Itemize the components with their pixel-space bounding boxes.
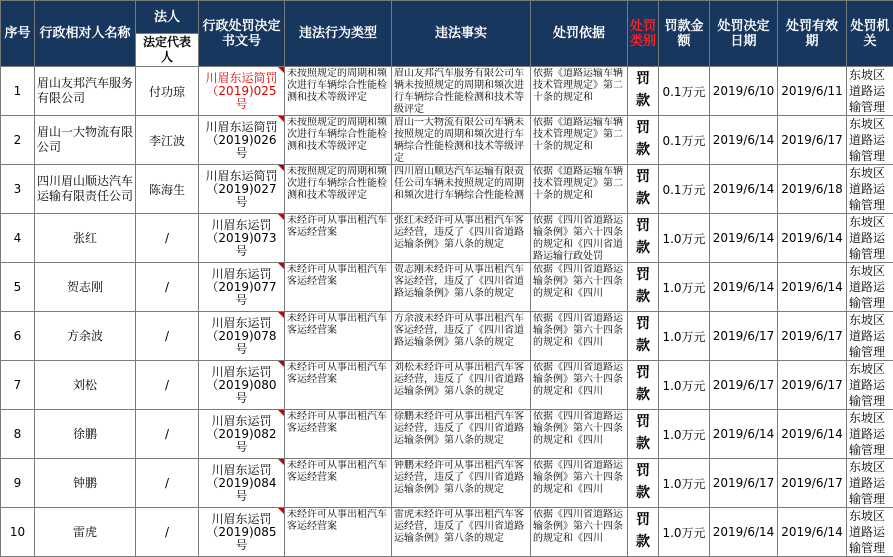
table-row bbox=[1, 459, 893, 508]
cell-decision-date: 2019/6/14 bbox=[710, 214, 778, 263]
cell-facts bbox=[392, 67, 531, 116]
table-row bbox=[1, 508, 893, 557]
cell-authority-text: 东坡区道路运输管理 bbox=[849, 67, 891, 114]
cell-seq: 6 bbox=[1, 312, 35, 361]
cell-facts-text: 方余波未经许可从事出租汽车客运经营，违反了《四川省道路运输条例》第八条的规定 bbox=[394, 313, 528, 360]
cell-seq: 10 bbox=[1, 508, 35, 557]
table-row bbox=[1, 116, 893, 165]
cell-amount: 1.0万元 bbox=[659, 508, 710, 557]
cell-decision-date: 2019/6/17 bbox=[710, 312, 778, 361]
cell-category bbox=[628, 361, 659, 410]
cell-authority-text: 东坡区道路运输管理 bbox=[849, 116, 891, 163]
cell-basis bbox=[531, 165, 628, 214]
cell-type-text: 未经许可从事出租汽车客运经营案 bbox=[287, 313, 389, 360]
cell-doc: 川眉东运罚（2019)082号 bbox=[199, 410, 285, 459]
cell-type-text: 未经许可从事出租汽车客运经营案 bbox=[287, 215, 389, 262]
cell-doc: 川眉东运简罚（2019)027号 bbox=[199, 165, 285, 214]
cell-category bbox=[628, 263, 659, 312]
cell-category bbox=[628, 165, 659, 214]
cell-basis-text: 依据《道路运输车辆技术管理规定》第二十条的规定和 bbox=[533, 117, 625, 164]
table-row bbox=[1, 312, 893, 361]
cell-doc: 川眉东运简罚（2019)025号 bbox=[199, 67, 285, 116]
table-row bbox=[1, 410, 893, 459]
cell-name: 雷虎 bbox=[35, 508, 136, 557]
cell-category-text: 罚款 bbox=[630, 509, 656, 556]
header-authority: 处罚机关 bbox=[847, 1, 893, 67]
cell-category bbox=[628, 508, 659, 557]
header-valid-date: 处罚有效期 bbox=[778, 1, 847, 67]
cell-facts-text: 刘松未经许可从事出租汽车客运经营，违反了《四川省道路运输条例》第八条的规定 bbox=[394, 362, 528, 409]
cell-category-text: 罚款 bbox=[630, 68, 656, 115]
header-doc: 行政处罚决定书文号 bbox=[199, 1, 285, 67]
cell-type bbox=[285, 361, 392, 410]
cell-seq: 1 bbox=[1, 67, 35, 116]
cell-basis-text: 依据《四川省道路运输条例》第六十四条的规定和《四川 bbox=[533, 411, 625, 458]
cell-decision-date: 2019/6/14 bbox=[710, 165, 778, 214]
cell-doc: 川眉东运罚（2019)080号 bbox=[199, 361, 285, 410]
cell-decision-date: 2019/6/17 bbox=[710, 361, 778, 410]
cell-type-text: 未经许可从事出租汽车客运经营案 bbox=[287, 264, 389, 311]
header-basis: 处罚依据 bbox=[531, 1, 628, 67]
cell-amount: 0.1万元 bbox=[659, 165, 710, 214]
table-row bbox=[1, 214, 893, 263]
cell-facts bbox=[392, 410, 531, 459]
cell-category bbox=[628, 410, 659, 459]
cell-authority bbox=[847, 312, 893, 361]
cell-decision-date: 2019/6/14 bbox=[710, 508, 778, 557]
cell-facts bbox=[392, 165, 531, 214]
header-category: 处罚类别 bbox=[628, 1, 659, 67]
cell-basis-text: 依据《四川省道路运输条例》第六十四条的规定和《四川 bbox=[533, 362, 625, 409]
cell-amount: 1.0万元 bbox=[659, 263, 710, 312]
cell-name: 眉山友邦汽车服务有限公司 bbox=[35, 67, 136, 116]
cell-category-text: 罚款 bbox=[630, 313, 656, 360]
cell-valid-date: 2019/6/17 bbox=[778, 116, 847, 165]
cell-category-text: 罚款 bbox=[630, 215, 656, 262]
table-row bbox=[1, 165, 893, 214]
cell-valid-date: 2019/6/14 bbox=[778, 214, 847, 263]
cell-authority-text: 东坡区道路运输管理 bbox=[849, 361, 891, 408]
cell-name: 四川眉山顺达汽车运输有限责任公司 bbox=[35, 165, 136, 214]
header-type: 违法行为类型 bbox=[285, 1, 392, 67]
cell-category-text: 罚款 bbox=[630, 166, 656, 213]
cell-name: 眉山一大物流有限公司 bbox=[35, 116, 136, 165]
cell-category bbox=[628, 214, 659, 263]
table-row bbox=[1, 67, 893, 116]
cell-valid-date: 2019/6/17 bbox=[778, 361, 847, 410]
cell-basis bbox=[531, 116, 628, 165]
cell-valid-date: 2019/6/17 bbox=[778, 459, 847, 508]
header-seq: 序号 bbox=[1, 1, 35, 67]
cell-category-text: 罚款 bbox=[630, 264, 656, 311]
cell-basis bbox=[531, 263, 628, 312]
cell-legal: / bbox=[136, 214, 199, 263]
cell-seq: 3 bbox=[1, 165, 35, 214]
cell-facts bbox=[392, 361, 531, 410]
cell-type-text: 未经许可从事出租汽车客运经营案 bbox=[287, 509, 389, 556]
header-legal-sub: 法定代表人 bbox=[136, 34, 199, 67]
cell-name: 方余波 bbox=[35, 312, 136, 361]
cell-category bbox=[628, 312, 659, 361]
header-legal: 法人 bbox=[136, 1, 199, 34]
cell-amount: 0.1万元 bbox=[659, 116, 710, 165]
cell-name: 钟鹏 bbox=[35, 459, 136, 508]
cell-legal: 李江波 bbox=[136, 116, 199, 165]
cell-doc: 川眉东运罚（2019)073号 bbox=[199, 214, 285, 263]
cell-type bbox=[285, 165, 392, 214]
cell-type-text: 未经许可从事出租汽车客运经营案 bbox=[287, 460, 389, 507]
cell-decision-date: 2019/6/10 bbox=[710, 67, 778, 116]
cell-type-text: 未按照规定的周期和频次进行车辆综合性能检测和技术等级评定 bbox=[287, 68, 389, 115]
cell-valid-date: 2019/6/14 bbox=[778, 263, 847, 312]
cell-facts-text: 徐鹏未经许可从事出租汽车客运经营，违反了《四川省道路运输条例》第八条的规定 bbox=[394, 411, 528, 458]
cell-valid-date: 2019/6/17 bbox=[778, 312, 847, 361]
cell-doc: 川眉东运简罚（2019)026号 bbox=[199, 116, 285, 165]
cell-basis bbox=[531, 459, 628, 508]
cell-legal: 陈海生 bbox=[136, 165, 199, 214]
cell-legal: / bbox=[136, 263, 199, 312]
cell-basis bbox=[531, 214, 628, 263]
cell-authority-text: 东坡区道路运输管理 bbox=[849, 214, 891, 261]
cell-authority bbox=[847, 410, 893, 459]
cell-name: 贺志刚 bbox=[35, 263, 136, 312]
cell-facts bbox=[392, 263, 531, 312]
cell-legal: 付功琼 bbox=[136, 67, 199, 116]
cell-category-text: 罚款 bbox=[630, 411, 656, 458]
cell-authority-text: 东坡区道路运输管理 bbox=[849, 459, 891, 506]
cell-facts bbox=[392, 508, 531, 557]
cell-seq: 4 bbox=[1, 214, 35, 263]
cell-type bbox=[285, 214, 392, 263]
cell-basis-text: 依据《四川省道路运输条例》第六十四条的规定和《四川 bbox=[533, 509, 625, 556]
cell-type bbox=[285, 116, 392, 165]
cell-category-text: 罚款 bbox=[630, 460, 656, 507]
cell-authority bbox=[847, 361, 893, 410]
cell-basis-text: 依据《道路运输车辆技术管理规定》第二十条的规定和 bbox=[533, 68, 625, 115]
cell-basis bbox=[531, 312, 628, 361]
cell-amount: 1.0万元 bbox=[659, 312, 710, 361]
cell-authority bbox=[847, 67, 893, 116]
cell-facts bbox=[392, 214, 531, 263]
cell-decision-date: 2019/6/14 bbox=[710, 263, 778, 312]
cell-decision-date: 2019/6/14 bbox=[710, 116, 778, 165]
cell-type bbox=[285, 508, 392, 557]
cell-valid-date: 2019/6/11 bbox=[778, 67, 847, 116]
cell-basis-text: 依据《四川省道路运输条例》第六十四条的规定和《四川 bbox=[533, 313, 625, 360]
cell-authority bbox=[847, 508, 893, 557]
cell-legal: / bbox=[136, 361, 199, 410]
cell-basis-text: 依据《四川省道路运输条例》第六十四条的规定和《四川 bbox=[533, 460, 625, 507]
cell-type-text: 未按照规定的周期和频次进行车辆综合性能检测和技术等级评定 bbox=[287, 166, 389, 213]
cell-seq: 5 bbox=[1, 263, 35, 312]
cell-valid-date: 2019/6/14 bbox=[778, 410, 847, 459]
cell-authority-text: 东坡区道路运输管理 bbox=[849, 263, 891, 310]
cell-facts bbox=[392, 116, 531, 165]
cell-type bbox=[285, 410, 392, 459]
cell-type-text: 未经许可从事出租汽车客运经营案 bbox=[287, 411, 389, 458]
cell-type bbox=[285, 459, 392, 508]
cell-decision-date: 2019/6/14 bbox=[710, 410, 778, 459]
cell-category bbox=[628, 459, 659, 508]
cell-authority bbox=[847, 116, 893, 165]
cell-type bbox=[285, 67, 392, 116]
cell-basis bbox=[531, 410, 628, 459]
cell-doc: 川眉东运罚（2019)078号 bbox=[199, 312, 285, 361]
cell-facts-text: 钟鹏未经许可从事出租汽车客运经营，违反了《四川省道路运输条例》第八条的规定 bbox=[394, 460, 528, 507]
cell-legal: / bbox=[136, 508, 199, 557]
cell-amount: 1.0万元 bbox=[659, 459, 710, 508]
cell-seq: 9 bbox=[1, 459, 35, 508]
cell-facts-text: 雷虎未经许可从事出租汽车客运经营，违反了《四川省道路运输条例》第八条的规定 bbox=[394, 509, 528, 556]
cell-facts-text: 眉山一大物流有限公司车辆未按照规定的周期和频次进行车辆综合性能检测和技术等级评定 bbox=[394, 117, 528, 164]
cell-facts bbox=[392, 312, 531, 361]
table-row bbox=[1, 361, 893, 410]
header-amount: 罚款金额 bbox=[659, 1, 710, 67]
cell-legal: / bbox=[136, 459, 199, 508]
cell-category bbox=[628, 116, 659, 165]
cell-type bbox=[285, 263, 392, 312]
cell-authority-text: 东坡区道路运输管理 bbox=[849, 165, 891, 212]
cell-facts-text: 四川眉山顺达汽车运输有限责任公司车辆未按照规定的周期和频次进行车辆综合性能检测 bbox=[394, 166, 528, 213]
header-decision-date: 处罚决定日期 bbox=[710, 1, 778, 67]
cell-basis-text: 依据《道路运输车辆技术管理规定》第二十条的规定和 bbox=[533, 166, 625, 213]
cell-doc: 川眉东运罚（2019)084号 bbox=[199, 459, 285, 508]
cell-seq: 2 bbox=[1, 116, 35, 165]
cell-authority-text: 东坡区道路运输管理 bbox=[849, 508, 891, 555]
cell-type-text: 未经许可从事出租汽车客运经营案 bbox=[287, 362, 389, 409]
cell-basis-text: 依据《四川省道路运输条例》第六十四条的规定和《四川省道路运输行政处罚 bbox=[533, 215, 625, 262]
table-row bbox=[1, 263, 893, 312]
cell-category-text: 罚款 bbox=[630, 362, 656, 409]
cell-facts bbox=[392, 459, 531, 508]
cell-amount: 1.0万元 bbox=[659, 361, 710, 410]
cell-name: 张红 bbox=[35, 214, 136, 263]
cell-doc: 川眉东运罚（2019)077号 bbox=[199, 263, 285, 312]
cell-authority bbox=[847, 459, 893, 508]
cell-authority bbox=[847, 214, 893, 263]
cell-name: 徐鹏 bbox=[35, 410, 136, 459]
cell-authority bbox=[847, 165, 893, 214]
cell-authority-text: 东坡区道路运输管理 bbox=[849, 312, 891, 359]
cell-type bbox=[285, 312, 392, 361]
header-facts: 违法事实 bbox=[392, 1, 531, 67]
cell-facts-text: 贺志刚未经许可从事出租汽车客运经营，违反了《四川省道路运输条例》第八条的规定 bbox=[394, 264, 528, 311]
cell-valid-date: 2019/6/14 bbox=[778, 508, 847, 557]
cell-name: 刘松 bbox=[35, 361, 136, 410]
cell-amount: 1.0万元 bbox=[659, 214, 710, 263]
cell-doc: 川眉东运罚（2019)085号 bbox=[199, 508, 285, 557]
cell-category-text: 罚款 bbox=[630, 117, 656, 164]
cell-authority bbox=[847, 263, 893, 312]
cell-legal: / bbox=[136, 312, 199, 361]
header-name: 行政相对人名称 bbox=[35, 1, 136, 67]
cell-facts-text: 眉山友邦汽车服务有限公司车辆未按照规定的周期和频次进行车辆综合性能检测和技术等级评定 bbox=[394, 68, 528, 115]
cell-legal: / bbox=[136, 410, 199, 459]
cell-basis bbox=[531, 361, 628, 410]
cell-category bbox=[628, 67, 659, 116]
cell-facts-text: 张红未经许可从事出租汽车客运经营，违反了《四川省道路运输条例》第八条的规定 bbox=[394, 215, 528, 262]
cell-type-text: 未按照规定的周期和频次进行车辆综合性能检测和技术等级评定 bbox=[287, 117, 389, 164]
cell-basis bbox=[531, 67, 628, 116]
cell-seq: 8 bbox=[1, 410, 35, 459]
cell-seq: 7 bbox=[1, 361, 35, 410]
cell-basis bbox=[531, 508, 628, 557]
cell-authority-text: 东坡区道路运输管理 bbox=[849, 410, 891, 457]
cell-decision-date: 2019/6/17 bbox=[710, 459, 778, 508]
cell-amount: 1.0万元 bbox=[659, 410, 710, 459]
cell-amount: 0.1万元 bbox=[659, 67, 710, 116]
cell-valid-date: 2019/6/18 bbox=[778, 165, 847, 214]
cell-basis-text: 依据《四川省道路运输条例》第六十四条的规定和《四川 bbox=[533, 264, 625, 311]
